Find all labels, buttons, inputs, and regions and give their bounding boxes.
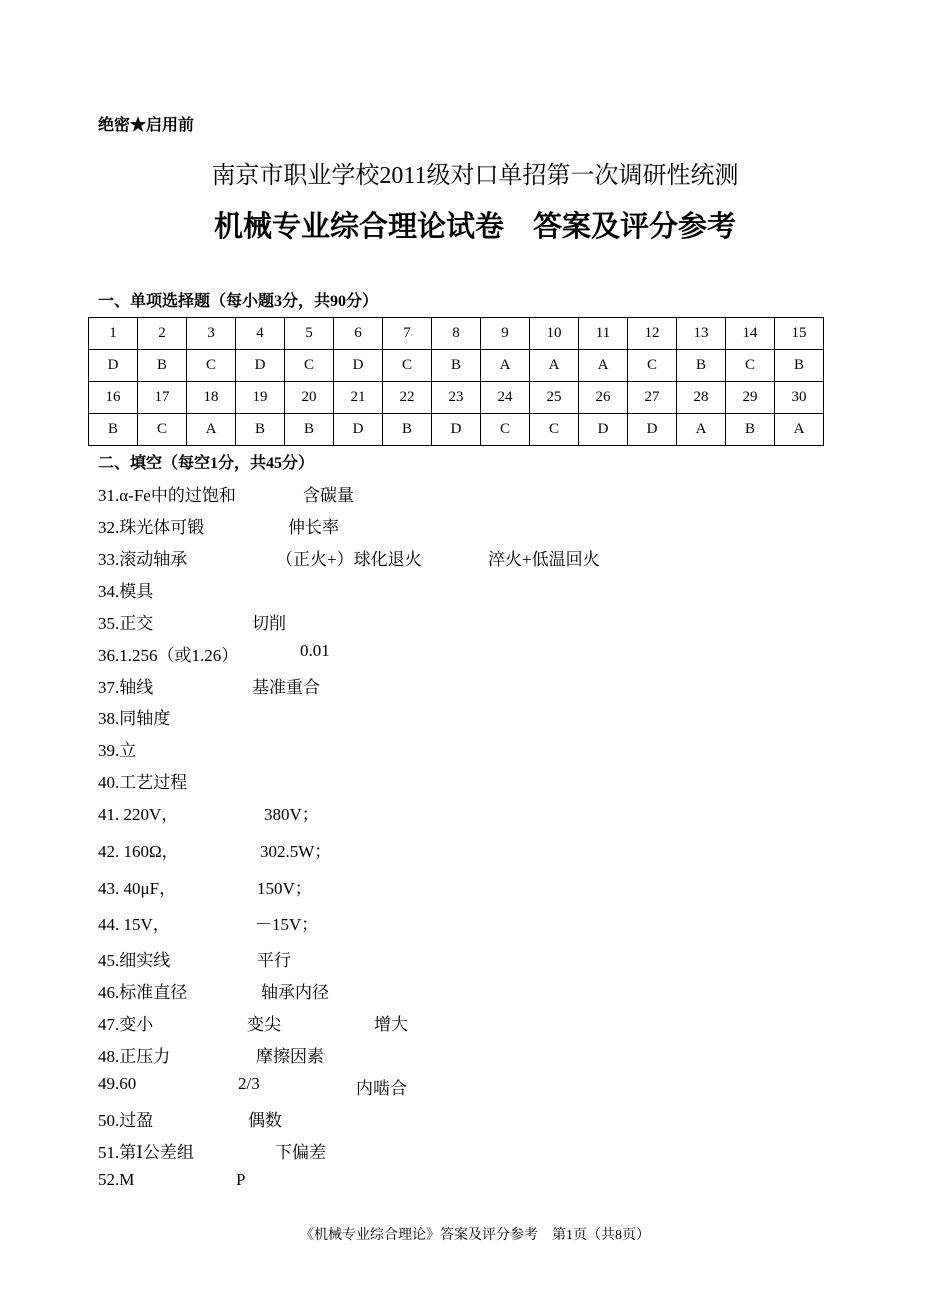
document-title: 南京市职业学校2011级对口单招第一次调研性统测 bbox=[211, 163, 739, 189]
question-number-cell: 3 bbox=[187, 318, 236, 350]
answer-cell: B bbox=[726, 414, 775, 446]
answer-cell: C bbox=[726, 350, 775, 382]
answer-cell: B bbox=[775, 350, 824, 382]
answer-cell: B bbox=[138, 350, 187, 382]
answer-text: 切削 bbox=[252, 614, 286, 633]
answer-cell: D bbox=[334, 414, 383, 446]
answer-text: 36.1.256（或1.26） bbox=[98, 646, 239, 665]
question-number-cell: 27 bbox=[628, 382, 677, 414]
question-number-cell: 11 bbox=[579, 318, 628, 350]
question-number-cell: 30 bbox=[775, 382, 824, 414]
answer-text: 150V； bbox=[257, 879, 312, 898]
question-number-cell: 21 bbox=[334, 382, 383, 414]
answer-text: 淬火+低温回火 bbox=[488, 550, 600, 569]
answer-cell: D bbox=[432, 414, 481, 446]
answer-text: 50.过盈 bbox=[98, 1111, 154, 1130]
answer-text: 0.01 bbox=[300, 641, 330, 660]
table-row bbox=[89, 414, 824, 446]
answer-text: 37.轴线 bbox=[98, 678, 154, 697]
section1-heading: 一、单项选择题（每小题3分，共90分） bbox=[98, 293, 379, 310]
question-number-cell: 25 bbox=[530, 382, 579, 414]
answer-cell: A bbox=[677, 414, 726, 446]
answer-text: 内啮合 bbox=[356, 1079, 407, 1098]
question-number-cell: 26 bbox=[579, 382, 628, 414]
question-number-cell: 16 bbox=[89, 382, 138, 414]
answer-cell: A bbox=[187, 414, 236, 446]
answer-text: 38.同轴度 bbox=[98, 709, 171, 728]
answer-text: 47.变小 bbox=[98, 1015, 154, 1034]
answer-text: 41. 220V， bbox=[98, 805, 179, 824]
answer-text: 43. 40μF， bbox=[98, 879, 177, 898]
answer-text: 含碳量 bbox=[303, 486, 354, 505]
question-number-cell: 9 bbox=[481, 318, 530, 350]
question-number-cell: 12 bbox=[628, 318, 677, 350]
answer-text: －15V； bbox=[255, 915, 319, 934]
answer-text: 46.标准直径 bbox=[98, 983, 188, 1002]
answer-text: 伸长率 bbox=[288, 518, 339, 537]
answer-cell: C bbox=[138, 414, 187, 446]
answer-cell: B bbox=[383, 414, 432, 446]
answer-text: 44. 15V， bbox=[98, 915, 170, 934]
answer-text: 基准重合 bbox=[252, 678, 320, 697]
question-number-cell: 6 bbox=[334, 318, 383, 350]
answer-cell: C bbox=[530, 414, 579, 446]
answer-cell: D bbox=[628, 414, 677, 446]
answer-cell: B bbox=[677, 350, 726, 382]
answer-text: 下偏差 bbox=[275, 1143, 326, 1162]
table-row bbox=[89, 382, 824, 414]
answer-text: （正火+）球化退火 bbox=[276, 550, 422, 569]
answer-text: P bbox=[236, 1170, 246, 1189]
answer-cell: A bbox=[481, 350, 530, 382]
answer-text: 34.模具 bbox=[98, 582, 154, 601]
answer-text: 302.5W； bbox=[260, 842, 332, 861]
answer-cell: C bbox=[285, 350, 334, 382]
question-number-cell: 4 bbox=[236, 318, 285, 350]
answer-cell: C bbox=[383, 350, 432, 382]
answer-cell: B bbox=[236, 414, 285, 446]
answer-text: 偶数 bbox=[248, 1111, 282, 1130]
document-subtitle: 机械专业综合理论试卷 答案及评分参考 bbox=[213, 209, 736, 243]
answer-text: 2/3 bbox=[238, 1074, 260, 1093]
question-number-cell: 5 bbox=[285, 318, 334, 350]
answer-text: 35.正交 bbox=[98, 614, 154, 633]
answer-cell: C bbox=[187, 350, 236, 382]
question-number-cell: 1 bbox=[89, 318, 138, 350]
question-number-cell: 13 bbox=[677, 318, 726, 350]
question-number-cell: 20 bbox=[285, 382, 334, 414]
answer-text: 52.M bbox=[98, 1170, 135, 1189]
answer-text: 33.滚动轴承 bbox=[98, 550, 188, 569]
answer-cell: D bbox=[236, 350, 285, 382]
question-number-cell: 15 bbox=[775, 318, 824, 350]
answer-text: 42. 160Ω， bbox=[98, 842, 179, 861]
question-number-cell: 2 bbox=[138, 318, 187, 350]
answer-cell: D bbox=[579, 414, 628, 446]
answer-cell: A bbox=[579, 350, 628, 382]
answer-cell: B bbox=[432, 350, 481, 382]
question-number-cell: 23 bbox=[432, 382, 481, 414]
answer-text: 49.60 bbox=[98, 1074, 137, 1093]
question-number-cell: 17 bbox=[138, 382, 187, 414]
question-number-cell: 28 bbox=[677, 382, 726, 414]
question-number-cell: 8 bbox=[432, 318, 481, 350]
answer-text: 32.珠光体可锻 bbox=[98, 518, 205, 537]
answer-text: 摩擦因素 bbox=[256, 1047, 324, 1066]
question-number-cell: 19 bbox=[236, 382, 285, 414]
answer-text: 31.α-Fe中的过饱和 bbox=[98, 486, 236, 505]
answer-cell: D bbox=[334, 350, 383, 382]
answer-text: 380V； bbox=[264, 805, 319, 824]
answer-text: 增大 bbox=[374, 1015, 408, 1034]
answer-text: 48.正压力 bbox=[98, 1047, 171, 1066]
section2-heading: 二、填空（每空1分，共45分） bbox=[98, 455, 315, 472]
answer-cell: A bbox=[530, 350, 579, 382]
question-number-cell: 18 bbox=[187, 382, 236, 414]
question-number-cell: 14 bbox=[726, 318, 775, 350]
answer-cell: B bbox=[89, 414, 138, 446]
answer-text: 轴承内径 bbox=[261, 983, 329, 1002]
answer-text: 40.工艺过程 bbox=[98, 773, 188, 792]
question-number-cell: 7 bbox=[383, 318, 432, 350]
page-footer: 《机械专业综合理论》答案及评分参考 第1页（共8页） bbox=[300, 1228, 650, 1243]
answer-cell: A bbox=[775, 414, 824, 446]
question-number-cell: 24 bbox=[481, 382, 530, 414]
answer-text: 变尖 bbox=[247, 1015, 281, 1034]
answer-text: 39.立 bbox=[98, 741, 137, 760]
answer-cell: B bbox=[285, 414, 334, 446]
answer-cell: C bbox=[628, 350, 677, 382]
answer-cell: D bbox=[89, 350, 138, 382]
answer-text: 51.第Ⅰ公差组 bbox=[98, 1143, 194, 1162]
answer-table bbox=[88, 317, 824, 446]
confidential-label: 绝密★启用前 bbox=[98, 117, 195, 134]
answer-cell: C bbox=[481, 414, 530, 446]
question-number-cell: 22 bbox=[383, 382, 432, 414]
answer-text: 平行 bbox=[257, 951, 291, 970]
question-number-cell: 10 bbox=[530, 318, 579, 350]
question-number-cell: 29 bbox=[726, 382, 775, 414]
table-row bbox=[89, 350, 824, 382]
answer-text: 45.细实线 bbox=[98, 951, 171, 970]
table-row bbox=[89, 318, 824, 350]
